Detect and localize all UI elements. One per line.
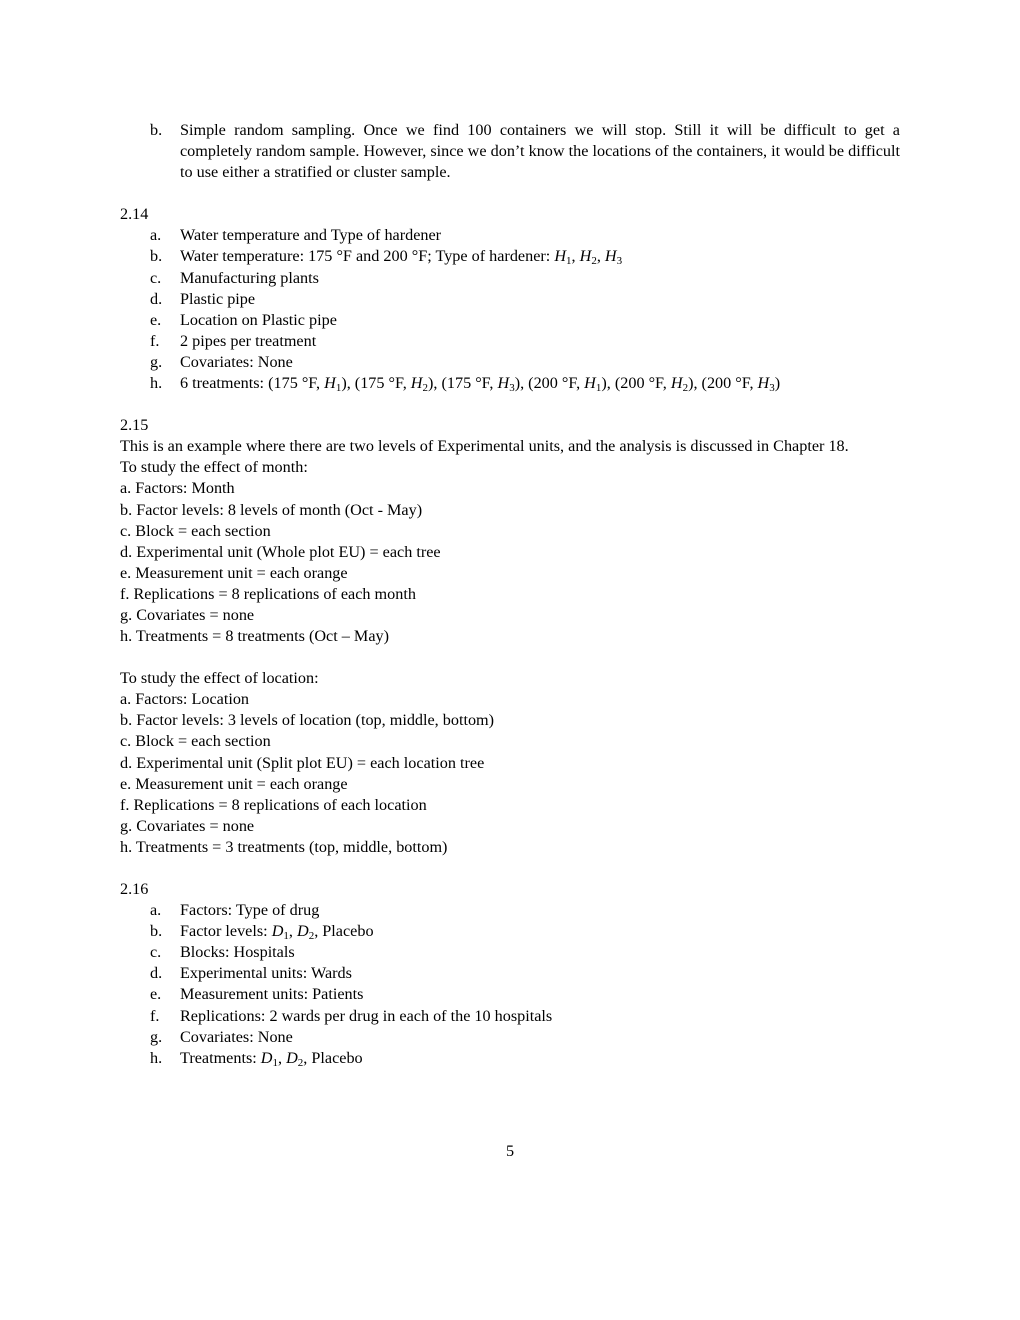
list-item-text: Plastic pipe bbox=[180, 289, 256, 308]
subscript: 2 bbox=[422, 382, 428, 395]
month-block bbox=[120, 457, 900, 647]
block-title: To study the effect of location: bbox=[120, 669, 319, 688]
list-item bbox=[120, 984, 900, 1005]
variable-h: H bbox=[324, 374, 336, 393]
text-fragment: Factor levels: bbox=[180, 922, 272, 941]
text-fragment: Treatments: bbox=[180, 1048, 261, 1067]
subscript: 2 bbox=[297, 1056, 304, 1069]
location-line: a. Factors: Location bbox=[120, 690, 250, 709]
list-marker: f. bbox=[150, 331, 160, 350]
text-fragment: Placebo bbox=[311, 1048, 363, 1067]
block-title: To study the effect of month: bbox=[120, 458, 308, 477]
variable-h: H bbox=[670, 374, 683, 393]
list-item-text: Location on Plastic pipe bbox=[180, 310, 337, 329]
subscript: 2 bbox=[308, 930, 315, 943]
list-item bbox=[120, 942, 900, 963]
list-item-text: Blocks: Hospitals bbox=[180, 943, 295, 962]
subscript: 2 bbox=[591, 255, 597, 268]
page-content bbox=[120, 120, 900, 1069]
variable-d: D bbox=[297, 922, 309, 941]
list-item-text: Treatments: $D_1$, $D_2$, Placebo bbox=[180, 1048, 363, 1069]
list-marker: g. bbox=[150, 1027, 163, 1046]
list-marker: e. bbox=[150, 985, 162, 1004]
list-item-text: Factor levels: $D_1$, $D_2$, Placebo bbox=[180, 922, 374, 943]
list-marker: e. bbox=[150, 310, 162, 329]
list-marker: b. bbox=[150, 922, 163, 941]
list-2-16 bbox=[120, 900, 900, 1069]
list-item bbox=[120, 331, 900, 352]
list-item-text: Covariates: None bbox=[180, 1027, 293, 1046]
list-item bbox=[120, 373, 900, 394]
list-item bbox=[120, 289, 900, 310]
list-item bbox=[120, 310, 900, 331]
list-item-text: Water temperature: 175 °F and 200 °F; Type of hardener: $H_1$, $H_2$, $H_3$ bbox=[180, 247, 623, 268]
text-fragment: Placebo bbox=[322, 922, 374, 941]
subscript: 1 bbox=[272, 1056, 278, 1069]
list-item bbox=[120, 1006, 900, 1027]
variable-d: D bbox=[271, 922, 284, 941]
location-line: e. Measurement unit = each orange bbox=[120, 774, 348, 793]
list-marker: c. bbox=[150, 943, 162, 962]
temperature: 175 °F bbox=[446, 374, 490, 393]
temperature: 200 °F bbox=[620, 374, 663, 393]
list-marker: a. bbox=[150, 226, 162, 245]
location-line: b. Factor levels: 3 levels of location (top, middle, bottom) bbox=[120, 711, 495, 730]
list-marker: c. bbox=[150, 268, 162, 287]
list-marker: b. bbox=[150, 121, 163, 139]
list-2-14 bbox=[120, 225, 900, 394]
month-line: f. Replications = 8 replications of each month bbox=[120, 584, 416, 603]
list-marker: a. bbox=[150, 901, 162, 920]
month-line: c. Block = each section bbox=[120, 521, 271, 540]
list-item-text: Measurement units: Patients bbox=[180, 985, 364, 1004]
temperature: 175 °F bbox=[360, 374, 403, 393]
subscript: 1 bbox=[283, 930, 289, 943]
subscript: 1 bbox=[335, 382, 342, 395]
list-item-text: Factors: Type of drug bbox=[180, 901, 320, 920]
location-block bbox=[120, 668, 900, 858]
text-fragment: Water temperature: 175 °F and 200 °F; Type of hardener: bbox=[180, 247, 555, 266]
list-item-text: 2 pipes per treatment bbox=[180, 331, 317, 350]
variable-h: H bbox=[497, 374, 510, 393]
list-marker: b. bbox=[150, 247, 163, 266]
month-line: e. Measurement unit = each orange bbox=[120, 563, 348, 582]
section-heading-2-14: 2.14 bbox=[120, 205, 149, 224]
list-marker: h. bbox=[150, 1048, 163, 1067]
section-intro: This is an example where there are two levels of Experimental units, and the analysis is discussed in Chapter 18. bbox=[120, 437, 849, 456]
variable-h: H bbox=[584, 374, 596, 393]
page-number: 5 bbox=[505, 1142, 515, 1160]
temperature: 175 °F bbox=[273, 374, 317, 393]
variable-h: H bbox=[410, 374, 423, 393]
list-marker: h. bbox=[150, 374, 163, 393]
list-item-text: Covariates: None bbox=[180, 352, 293, 371]
temperature: 200 °F bbox=[533, 374, 577, 393]
section-heading-2-15: 2.15 bbox=[120, 416, 149, 435]
location-line: d. Experimental unit (Split plot EU) = each location tree bbox=[120, 753, 485, 772]
list-item bbox=[120, 352, 900, 373]
list-item-text: 6 treatments: (175 °F, $H_1$), (175 °F, $H_2$), (175 °F, $H_3$), (200 °F, $H_1$), (200 °F, $H_2$), (200 °F, $H_3$) bbox=[180, 374, 781, 395]
location-line: h. Treatments = 3 treatments (top, middle, bottom) bbox=[120, 837, 448, 856]
list-item-text: Replications: 2 wards per drug in each of the 10 hospitals bbox=[180, 1006, 553, 1025]
list-item bbox=[120, 225, 900, 246]
month-line: b. Factor levels: 8 levels of month (Oct - May) bbox=[120, 500, 423, 519]
location-line: f. Replications = 8 replications of each location bbox=[120, 795, 427, 814]
location-line: g. Covariates = none bbox=[120, 816, 255, 835]
list-item bbox=[120, 900, 900, 921]
spacer bbox=[120, 647, 900, 668]
text-fragment: 6 treatments: bbox=[180, 374, 269, 393]
list-item bbox=[120, 120, 900, 183]
list-item bbox=[120, 963, 900, 984]
list-item bbox=[120, 1048, 900, 1069]
variable-h: H bbox=[579, 247, 592, 266]
list-item bbox=[120, 1027, 900, 1048]
list-item-text: Experimental units: Wards bbox=[180, 964, 352, 983]
list-item bbox=[120, 246, 900, 267]
subscript: 3 bbox=[616, 255, 623, 268]
month-line: d. Experimental unit (Whole plot EU) = each tree bbox=[120, 542, 441, 561]
list-item bbox=[120, 268, 900, 289]
list-marker: f. bbox=[150, 1006, 160, 1025]
month-line: h. Treatments = 8 treatments (Oct – May) bbox=[120, 627, 389, 646]
list-item bbox=[120, 921, 900, 942]
list-item-text: Simple random sampling. Once we find 100 containers we will stop. Still it will be difficult to get a completely random sample. However, since we don’t know the locations of the containers, it would be difficult to use either a stratified or cluster sample. bbox=[180, 121, 900, 182]
subscript: 3 bbox=[769, 382, 775, 395]
list-item-text: Water temperature and Type of hardener bbox=[180, 226, 442, 245]
variable-d: D bbox=[260, 1048, 273, 1067]
list-marker: d. bbox=[150, 289, 163, 308]
subscript: 3 bbox=[509, 382, 515, 395]
variable-h: H bbox=[757, 374, 770, 393]
list-marker: d. bbox=[150, 964, 163, 983]
variable-h: H bbox=[554, 247, 567, 266]
variable-h: H bbox=[604, 247, 617, 266]
subscript: 1 bbox=[595, 382, 602, 395]
variable-d: D bbox=[286, 1048, 298, 1067]
temperature: 200 °F bbox=[706, 374, 750, 393]
location-line: c. Block = each section bbox=[120, 732, 271, 751]
list-marker: g. bbox=[150, 352, 163, 371]
month-line: g. Covariates = none bbox=[120, 605, 255, 624]
subscript: 1 bbox=[566, 255, 572, 268]
subscript: 2 bbox=[682, 382, 689, 395]
list-item-text: Manufacturing plants bbox=[180, 268, 319, 287]
month-line: a. Factors: Month bbox=[120, 479, 235, 498]
section-heading-2-16: 2.16 bbox=[120, 880, 149, 898]
